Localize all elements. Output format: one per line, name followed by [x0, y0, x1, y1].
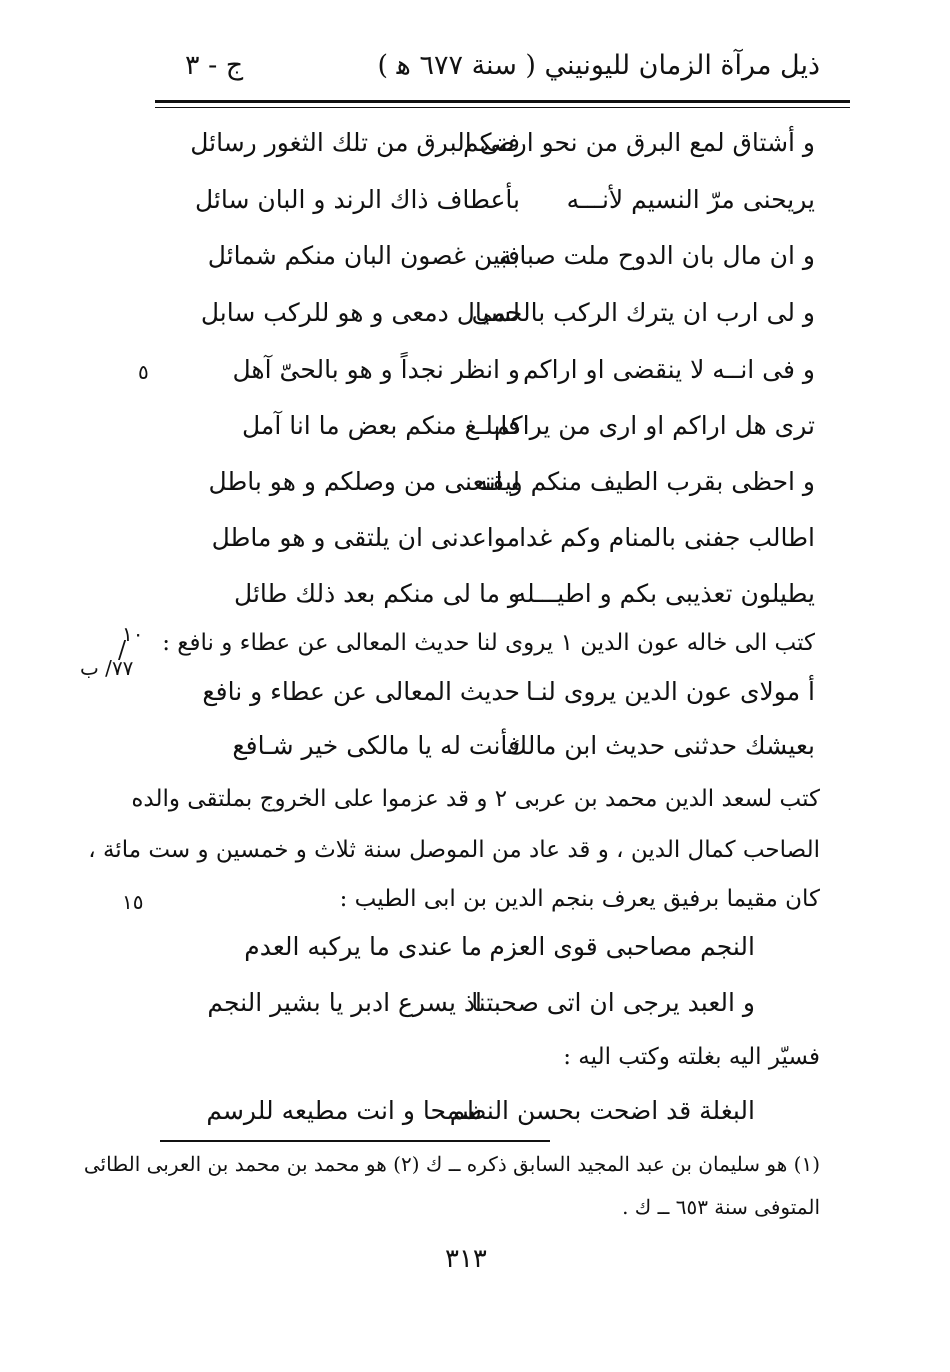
footnote-line-1: (١) هو سليمان بن عبد المجيد السابق ذكره ــ ك (٢) هو محمد بن محمد بن العربى الطائى	[83, 1152, 820, 1176]
verse-2-left: بأعطاف ذاك الرند و البان سائل	[195, 185, 520, 214]
verse-8-left: مواعدنى ان يلتقى و هو ماطل	[211, 523, 520, 552]
verse-11-left: فأنت له يا مالكى خير شـافع	[232, 731, 520, 760]
verse-12-right: النجم مصاحبى قوى العزم	[489, 932, 755, 961]
footnote-rule	[160, 1140, 550, 1142]
verse-9-left: و ما لى منكم بعد ذلك طائل	[234, 579, 520, 608]
verse-7-left: ليقنعنى من وصلكم و هو باطل	[208, 467, 520, 496]
verse-13-right: و العبد يرجى ان اتى صحبتنا	[471, 988, 755, 1017]
running-head-title: ذيل مرآة الزمان لليونيني ( سنة ٦٧٧ ﻫ )	[377, 50, 820, 81]
verse-13-left: اذ يسرع ادبر يا بشير النجم	[207, 988, 482, 1017]
page-number: ٣١٣	[445, 1244, 487, 1274]
verse-5-right: و فى انــه لا ينقضى او اراكم	[523, 355, 815, 384]
verse-7-right: و احظى بقرب الطيف منكم و انه	[475, 467, 815, 496]
verse-10-right: أ مولاى عون الدين يروى لنـا	[525, 677, 815, 706]
verse-6-left: فابلـغ منكم بعض ما انا آمل	[242, 411, 520, 440]
header-rule-thin	[155, 107, 850, 108]
verse-2-right: يريحنى مرّ النسيم لأنـــه	[566, 185, 815, 214]
footnote-line-2: المتوفى سنة ٦٥٣ ــ ك .	[622, 1195, 820, 1219]
verse-12-left: ما عندى ما يركبه العدم	[244, 932, 482, 961]
verse-4-left: لسيال دمعى و هو للركب سابل	[200, 298, 520, 327]
line-number-10: ١٠	[122, 622, 144, 646]
verse-5-left: و انظر نجداً و هو بالحىّ آهل	[232, 355, 520, 384]
prose-line-4: كان مقيما برفيق يعرف بنجم الدين بن ابى الطيب :	[339, 886, 820, 912]
verse-14-left: سمحا و انت مطيعه للرسم	[206, 1096, 482, 1125]
verse-14-right: البغلة قد اضحت بحسن النظم	[449, 1096, 755, 1125]
margin-slash: /	[118, 636, 127, 664]
prose-line-1: كتب الى خاله عون الدين ١ يروى لنا حديث المعالى عن عطاء و نافع :	[162, 630, 815, 656]
header-rule	[155, 100, 850, 103]
verse-1-left: فنى البرق من تلك الثغور رسائل	[190, 128, 520, 157]
prose-line-3: الصاحب كمال الدين ، و قد عاد من الموصل سنة ثلاث و خمسين و ست مائة ،	[88, 837, 820, 863]
line-number-5: ٥	[138, 360, 149, 384]
verse-4-right: و لى ارب ان يترك الركب بالحمى	[471, 298, 815, 327]
prose-line-5: فسيّر اليه بغلته وكتب اليه :	[563, 1044, 820, 1070]
line-number-15: ١٥	[122, 890, 144, 914]
verse-10-left: حديث المعالى عن عطاء و نافع	[202, 677, 520, 706]
prose-line-2: كتب لسعد الدين محمد بن عربى ٢ و قد عزموا على الخروج بملتقى والده	[131, 786, 820, 812]
verse-1-right: و أشتاق لمع البرق من نحو ارضكم	[462, 128, 815, 157]
folio-reference: ٧٧/ ب	[80, 656, 134, 680]
verse-11-right: بعيشك حدثنى حديث ابن مالك	[506, 731, 815, 760]
verse-3-left: فبين غصون البان منكم شمائل	[207, 241, 520, 270]
verse-9-right: يطيلون تعذيبى بكم و اطيـــله	[513, 579, 815, 608]
verse-6-right: ترى هل اراكم او ارى من يراكم	[494, 411, 815, 440]
running-head-volume: ج - ٣	[185, 50, 244, 81]
verse-8-right: اطالب جفنى بالمنام وكم غدا	[519, 523, 815, 552]
verse-3-right: و ان مال بان الدوح ملت صبابة	[498, 241, 815, 270]
